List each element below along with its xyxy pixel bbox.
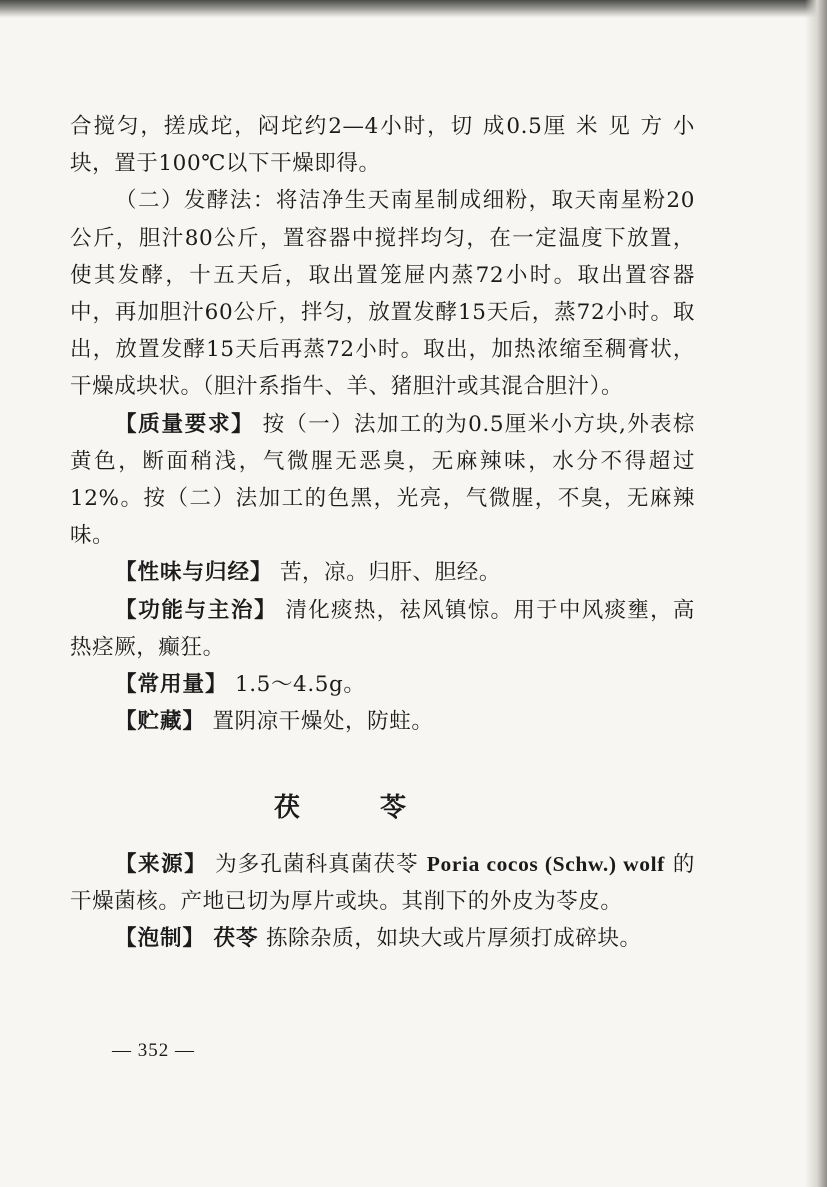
scan-right-edge xyxy=(805,0,827,1187)
source-tag: 【来源】 xyxy=(115,852,208,877)
quality-tag: 【质量要求】 xyxy=(115,411,255,437)
function-tag: 【功能与主治】 xyxy=(115,597,278,623)
process-text: 拣除杂质，如块大或片厚须打成碎块。 xyxy=(258,926,642,952)
paragraph-processing xyxy=(70,920,695,957)
source-latin-name: Poria cocos (Schw.) wolf xyxy=(426,852,665,876)
paragraph-source xyxy=(70,846,695,920)
paragraph-storage xyxy=(70,703,695,740)
paragraph-continuation: 合搅匀，搓成坨，闷坨约2—4小时，切 成0.5厘 米 见 方 小块，置于100℃以下干燥即得。 xyxy=(70,114,695,177)
paragraph-fermentation: （二）发酵法：将洁净生天南星制成细粉，取天南星粉20公斤，胆汁80公斤，置容器中搅拌均匀，在一定温度下放置，使其发酵，十五天后，取出置笼屉内蒸72小时。取出置容器中，再加胆汁60公斤，拌匀，放置发酵15天后，蒸72小时。取出，放置发酵15天后再蒸72小时。取出，加热浓缩至稠膏状，干燥成块状。（胆汁系指牛、羊、猪胆汁或其混合胆汁）。 xyxy=(70,188,695,400)
scan-top-edge xyxy=(0,0,827,18)
text-block-1 xyxy=(70,108,695,740)
paragraph-function xyxy=(70,592,695,666)
function-text: 清化痰热，祛风镇惊。用于中风痰壅，高热痉厥，癫狂。 xyxy=(70,597,695,660)
text-block-2 xyxy=(70,846,695,958)
page-number: — 352 — xyxy=(112,1040,195,1061)
paragraph-nature xyxy=(70,554,695,591)
paragraph-dosage xyxy=(70,666,695,703)
process-name: 茯苓 xyxy=(205,926,259,952)
quality-text: 按（一）法加工的为0.5厘米小方块,外表棕黄色，断面稍浅，气微腥无恶臭，无麻辣味，水分不得超过12%。按（二）法加工的色黑，光亮，气微腥，不臭，无麻辣味。 xyxy=(70,411,695,549)
source-text-2: 的干燥菌核。产地已切为厚片或块。其削下的外皮为苓皮。 xyxy=(70,852,695,915)
dosage-tag: 【常用量】 xyxy=(115,672,228,698)
storage-tag: 【贮藏】 xyxy=(115,709,206,735)
source-text-1: 为多孔菌科真菌茯苓 xyxy=(207,852,427,877)
process-tag: 【泡制】 xyxy=(115,926,206,952)
paragraph-quality xyxy=(70,406,695,555)
nature-tag: 【性味与归经】 xyxy=(115,560,273,586)
entry-heading: 茯苓 xyxy=(273,793,486,823)
dosage-text: 1.5～4.5g。 xyxy=(227,672,366,698)
nature-text: 苦，凉。归肝、胆经。 xyxy=(272,560,501,586)
storage-text: 置阴凉干燥处，防蛀。 xyxy=(205,709,434,735)
